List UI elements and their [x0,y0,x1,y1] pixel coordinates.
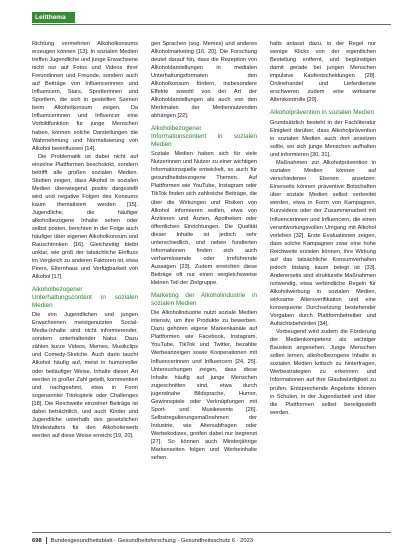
body-paragraph: Die Alkoholindustrie nutzt soziale Medien intensiv, um ihre Produkte zu bewerben. Dazu gehören eigene Markenkanäle auf Plattformen wie Facebook, Instagram, YouTube, TikTok und Twitter, bezahlte Werbeanzeigen sowie Kooperationen mit Influencerinnen und Influencern [24, 25]. Untersuchungen zeigen, dass diese Inhalte häufig auf junge Menschen zugeschnitten sind, etwa durch jugendnahe Bildsprache, Humor, Gewinnspiele oder Verknüpfungen mit Sport- und Musikevents [26]. Selbstregulierungsmaßnahmen der Industrie, wie Altersabfragen oder Werbekodizes, greifen dabei nur begrenzt [27]. So können auch Minderjährige Markenseiten folgen und Werbeinhalte sehen. [151,310,257,462]
page-number: 698 [32,538,42,544]
section-heading: Marketing der Alkoholindustrie in sozialen Medien [151,292,257,307]
text-column-2 [151,40,257,528]
body-paragraph: Maßnahmen zur Alkoholprävention in sozialen Medien können auf verschiedenen Ebenen ansetzen: Einerseits können präventive Botschaften über soziale Medien selbst verbreitet werden, etwa in Form von Kampagnen, Kurzvideos oder der Zusammenarbeit mit Influencerinnen und Influencern, die einen verantwortungsvollen Umgang mit Alkohol vorleben [32]. Erste Evaluationen zeigen, dass solche Kampagnen zwar eine hohe Reichweite erzielen können, ihre Wirkung auf das tatsächliche Konsumverhalten jedoch bislang kaum belegt ist [33]. Andererseits sind strukturelle Maßnahmen notwendig, etwa verbindliche Regeln für Alkoholwerbung in sozialen Medien, wirksame Altersverifikation und eine konsequente Durchsetzung bestehender Vorgaben durch Plattformbetreiber und Aufsichtsbehörden [34]. [270,160,376,328]
footer-rule [32,532,391,533]
page-footer [32,536,391,546]
section-tag: Leitthema [32,12,75,23]
journal-name: Bundesgesundheitsblatt - Gesundheitsforschung - Gesundheitsschutz 6 · 2023 [50,538,254,544]
body-paragraph: Die von Jugendlichen und jungen Erwachsenen meistgenutzten Social-Media-Inhalte sind nicht informierender, sondern unterhaltender Natur. Dazu zählen kurze Videos, Memes, Musikclips und Comedy-Sketche. Auch darin taucht Alkohol häufig auf, meist in humorvoller oder beiläufiger Weise. Inhalte dieser Art werden in großer Zahl geteilt, kommentiert und nachgeahmt, etwa in Form sogenannter Trinkspiele oder Challenges [18]. Die Reichweite einzelner Beiträge ist dabei beträchtlich, und auch Kinder und Jugendliche unterhalb des gesetzlichen Mindestalters für den Alkoholerwerb werden auf diese Weise erreicht [19, 20]. [32,312,138,439]
text-column-3 [270,40,376,528]
section-heading: Alkoholprävention in sozialen Medien [270,109,374,117]
header-rule [32,24,391,25]
body-paragraph: halts anlasst dazu, in der Regel nur wenige Klicks von der eigentlichen Bestellung entfernt, und begünstigen damit gerade bei jungen Menschen impulsive Kaufentscheidungen [28]. Onlinehandel und Lieferdienste erschweren zudem eine wirksame Alterskontrolle [29]. [270,41,376,104]
body-paragraph: Vorbeugend wird zudem die Förderung der Medienkompetenz als wichtiger Baustein angesehen. Junge Menschen sollen lernen, alkoholbezogene Inhalte in sozialen Medien kritisch zu hinterfragen, Werbestrategien zu erkennen und Informationen auf ihre Glaubwürdigkeit zu prüfen. Entsprechende Angebote können in Schulen, in der Jugendarbeit und über die Plattformen selbst bereitgestellt werden. [270,329,376,416]
body-paragraph: Grundsätzlich besteht in der Fachliteratur Einigkeit darüber, dass Alkoholprävention in sozialen Medien auch dort ansetzen sollte, wo sich junge Menschen aufhalten und informieren [30, 31]. [270,119,376,159]
section-heading: Alkoholbezogener Informationscontent in sozialen Medien [151,125,257,148]
body-paragraph: Soziale Medien haben sich für viele Nutzerinnen und Nutzer zu einer wichtigen Informationsquelle entwickelt, so auch für gesundheitsbezogene Themen. Auf Plattformen wie YouTube, Instagram oder TikTok finden sich zahlreiche Beiträge, die über die Wirkungen und Risiken von Alkohol informieren wollen, etwa von Ärztinnen und Ärzten, Apotheken oder öffentlichen Einrichtungen. Die Qualität dieser Inhalte ist jedoch sehr unterschiedlich, und neben fundierten Informationen finden sich auch verharmlosende oder irreführende Aussagen [23]. Zudem erreichen diese Beiträge oft nur einen vergleichsweise kleinen Teil der Zielgruppe. [151,151,257,286]
body-paragraph: Die Problematik ist dabei nicht auf einzelne Plattformen beschränkt, sondern betrifft alle großen sozialen Medien. Studien zeigen, dass Alkohol in sozialen Medien überwiegend positiv dargestellt wird und negative Folgen des Konsums kaum thematisiert werden [15]. Jugendliche, die häufiger alkoholbezogene Inhalte sehen oder selbst posten, berichten in der Folge auch häufiger über eigenen Alkoholkonsum und Rauschtrinken [16]. Gleichzeitig bleibt unklar, wie groß der tatsächliche Einfluss im Vergleich zu anderen Faktoren ist, etwa Peers, Elternhaus und Verfügbarkeit von Alkohol [17]. [32,153,138,281]
section-heading: Alkoholbezogener Unterhaltungscontent in sozialen Medien [32,286,138,309]
text-column-1 [32,40,138,528]
body-paragraph: gen Sprachen (sog. Memes) und anderes Alkoholmarketing [16, 20]. Die Forschung deutet darauf hin, dass die Rezeption von Alkoholdarstellungen in medialen Unterhaltungsformaten den Alkoholkonsum fördern, insbesondere Effekte sowohl von der Art der Alkoholdarstellungen als auch von den Merkmalen der Mediennutzenden abhängen [22]. [151,41,257,120]
body-paragraph: Richtung vermehrten Alkoholkonsums erzeugen können [13]. In sozialen Medien treffen Jugendliche und junge Erwachsene nicht nur auf Fotos und Videos ihrer Freundinnen und Freunde, sondern auch auf Beiträge von Influencerinnen und Influencern, Stars, Sportlerinnen und Sportlern, die sich in gestellten Szenen beim Alkoholkonsum zeigen. Da Influencerinnen und Influencer eine Vorbildfunktion für junge Menschen haben, können solche Darstellungen die Wahrnehmung und Normalisierung von Alkohol beeinflussen [14]. [32,41,138,152]
footer-separator [46,537,47,544]
